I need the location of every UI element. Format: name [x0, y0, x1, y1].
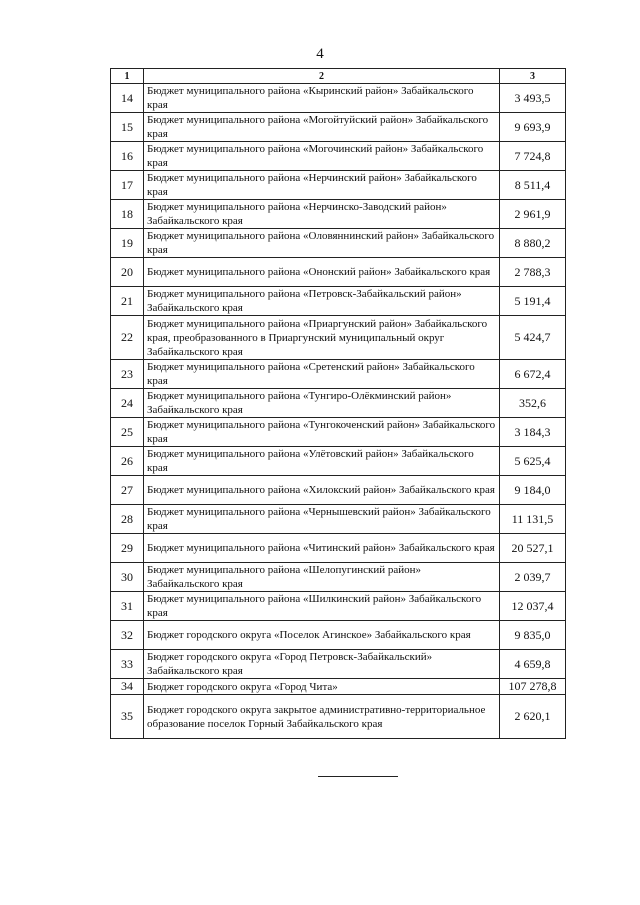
amount: 2 961,9: [500, 200, 566, 229]
column-header-number: 1: [111, 69, 144, 84]
table-row: [111, 389, 566, 418]
table-row: [111, 679, 566, 695]
amount: 9 184,0: [500, 476, 566, 505]
budget-name: Бюджет городского округа закрытое административно-территориальное образование поселок Горный Забайкальского края: [144, 695, 500, 739]
budget-name: Бюджет городского округа «Город Чита»: [144, 679, 500, 695]
amount: 9 693,9: [500, 113, 566, 142]
amount: 20 527,1: [500, 534, 566, 563]
amount: 5 424,7: [500, 316, 566, 360]
row-number: 27: [111, 476, 144, 505]
budget-name: Бюджет муниципального района «Нерчинско-Заводский район» Забайкальского края: [144, 200, 500, 229]
budget-name: Бюджет муниципального района «Могочинский район» Забайкальского края: [144, 142, 500, 171]
row-number: 19: [111, 229, 144, 258]
budget-name: Бюджет муниципального района «Сретенский район» Забайкальского края: [144, 360, 500, 389]
page-number: 4: [316, 46, 324, 62]
amount: 6 672,4: [500, 360, 566, 389]
amount: 2 039,7: [500, 563, 566, 592]
amount: 2 788,3: [500, 258, 566, 287]
budget-name: Бюджет муниципального района «Ононский район» Забайкальского края: [144, 258, 500, 287]
row-number: 14: [111, 84, 144, 113]
budget-name: Бюджет муниципального района «Оловяннинский район» Забайкальского края: [144, 229, 500, 258]
table-row: [111, 447, 566, 476]
table-row: [111, 200, 566, 229]
table-row: [111, 534, 566, 563]
row-number: 31: [111, 592, 144, 621]
budget-name: Бюджет муниципального района «Чернышевский район» Забайкальского края: [144, 505, 500, 534]
budget-name: Бюджет муниципального района «Приаргунский район» Забайкальского края, преобразованного в Приаргунский муниципальный округ Забайкальского края: [144, 316, 500, 360]
budget-name: Бюджет муниципального района «Тунгокоченский район» Забайкальского края: [144, 418, 500, 447]
table-row: [111, 650, 566, 679]
row-number: 28: [111, 505, 144, 534]
row-number: 24: [111, 389, 144, 418]
budget-allocation-table: [110, 68, 566, 739]
table-row: [111, 360, 566, 389]
budget-name: Бюджет муниципального района «Улётовский район» Забайкальского края: [144, 447, 500, 476]
row-number: 33: [111, 650, 144, 679]
amount: 8 880,2: [500, 229, 566, 258]
row-number: 16: [111, 142, 144, 171]
budget-name: Бюджет муниципального района «Читинский район» Забайкальского края: [144, 534, 500, 563]
table-row: [111, 287, 566, 316]
amount: 2 620,1: [500, 695, 566, 739]
end-rule-divider: [318, 776, 398, 777]
row-number: 22: [111, 316, 144, 360]
table-row: [111, 563, 566, 592]
row-number: 23: [111, 360, 144, 389]
table-row: [111, 113, 566, 142]
row-number: 18: [111, 200, 144, 229]
row-number: 32: [111, 621, 144, 650]
table-row: [111, 476, 566, 505]
table-row: [111, 142, 566, 171]
amount: 352,6: [500, 389, 566, 418]
budget-name: Бюджет муниципального района «Кыринский район» Забайкальского края: [144, 84, 500, 113]
row-number: 30: [111, 563, 144, 592]
table-row: [111, 84, 566, 113]
amount: 12 037,4: [500, 592, 566, 621]
budget-name: Бюджет муниципального района «Шелопугинский район» Забайкальского края: [144, 563, 500, 592]
amount: 107 278,8: [500, 679, 566, 695]
table-row: [111, 229, 566, 258]
amount: 7 724,8: [500, 142, 566, 171]
budget-name: Бюджет городского округа «Город Петровск-Забайкальский» Забайкальского края: [144, 650, 500, 679]
amount: 3 493,5: [500, 84, 566, 113]
column-header-budget-name: 2: [144, 69, 500, 84]
row-number: 20: [111, 258, 144, 287]
budget-name: Бюджет муниципального района «Нерчинский район» Забайкальского края: [144, 171, 500, 200]
amount: 4 659,8: [500, 650, 566, 679]
table-row: [111, 258, 566, 287]
budget-name: Бюджет муниципального района «Хилокский район» Забайкальского края: [144, 476, 500, 505]
row-number: 21: [111, 287, 144, 316]
budget-name: Бюджет муниципального района «Петровск-Забайкальский район» Забайкальского края: [144, 287, 500, 316]
budget-name: Бюджет городского округа «Поселок Агинское» Забайкальского края: [144, 621, 500, 650]
row-number: 25: [111, 418, 144, 447]
amount: 8 511,4: [500, 171, 566, 200]
budget-name: Бюджет муниципального района «Шилкинский район» Забайкальского края: [144, 592, 500, 621]
table-row: [111, 316, 566, 360]
table-row: [111, 621, 566, 650]
row-number: 15: [111, 113, 144, 142]
row-number: 29: [111, 534, 144, 563]
amount: 9 835,0: [500, 621, 566, 650]
table-row: [111, 418, 566, 447]
row-number: 34: [111, 679, 144, 695]
column-header-amount: 3: [500, 69, 566, 84]
budget-name: Бюджет муниципального района «Тунгиро-Олёкминский район» Забайкальского края: [144, 389, 500, 418]
table-row: [111, 505, 566, 534]
table-row: [111, 695, 566, 739]
row-number: 35: [111, 695, 144, 739]
table-row: [111, 592, 566, 621]
amount: 11 131,5: [500, 505, 566, 534]
amount: 3 184,3: [500, 418, 566, 447]
table-row: [111, 171, 566, 200]
budget-name: Бюджет муниципального района «Могойтуйский район» Забайкальского края: [144, 113, 500, 142]
amount: 5 625,4: [500, 447, 566, 476]
row-number: 17: [111, 171, 144, 200]
table-header-row: [111, 69, 566, 84]
row-number: 26: [111, 447, 144, 476]
amount: 5 191,4: [500, 287, 566, 316]
